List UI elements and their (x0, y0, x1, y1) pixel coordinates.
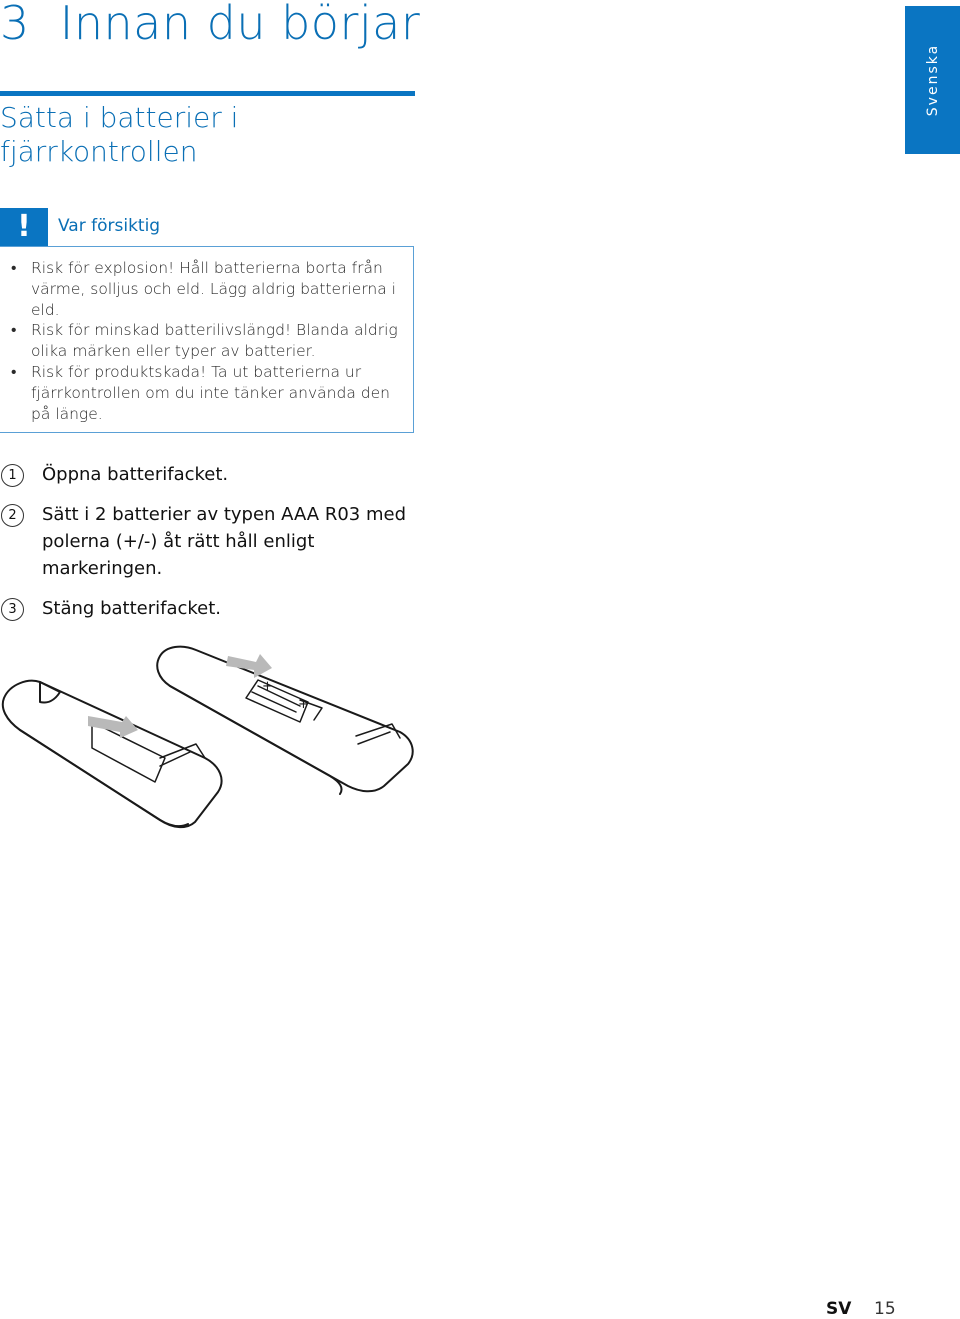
section-title: Sätta i batterier i fjärrkontrollen (0, 101, 239, 168)
chapter-number: 3 (0, 0, 30, 50)
caution-item (11, 320, 406, 362)
bullet-icon: • (11, 259, 17, 277)
caution-item-text: Risk för minskad batterilivslängd! Blanda aldrig olika märken eller typer av batterier. (31, 321, 398, 361)
step-text: Stäng batterifacket. (42, 598, 222, 619)
step-item (0, 501, 415, 582)
caution-list (11, 258, 406, 424)
page-number: 15 (874, 1299, 896, 1319)
chapter-title (0, 0, 420, 50)
remote-control-left (3, 681, 222, 827)
step-number-icon: 3 (1, 598, 24, 621)
polarity-plus-label: + (262, 679, 273, 694)
step-text: Öppna batterifacket. (42, 464, 229, 485)
caution-title: Var försiktig (58, 216, 161, 236)
step-number-icon: 1 (1, 464, 24, 487)
language-tab (905, 6, 960, 154)
caution-item-text: Risk för produktskada! Ta ut batterierna ur fjärrkontrollen om du inte tänker använda den på länge. (31, 362, 390, 423)
bullet-icon: • (11, 362, 17, 381)
polarity-plus-label: + (298, 697, 309, 712)
caution-item (11, 258, 406, 320)
step-list (0, 461, 415, 635)
chapter-title-text: Innan du börjar (59, 0, 421, 50)
step-item (0, 461, 415, 488)
caution-icon: ! (0, 208, 48, 246)
remote-battery-illustration (0, 640, 420, 830)
step-text: Sätt i 2 batterier av typen AAA R03 med polerna (+/-) åt rätt håll enligt markeringen. (42, 504, 407, 579)
caution-item-text: Risk för explosion! Håll batterierna borta från värme, solljus och eld. Lägg aldrig batterierna i eld. (31, 259, 396, 319)
section-divider (0, 91, 415, 96)
language-tab-label: Svenska (924, 43, 941, 117)
caution-item (11, 362, 406, 424)
step-number-icon: 2 (1, 504, 24, 527)
step-item (0, 595, 415, 622)
bullet-icon: • (11, 321, 17, 340)
footer-language-code: SV (826, 1299, 852, 1319)
